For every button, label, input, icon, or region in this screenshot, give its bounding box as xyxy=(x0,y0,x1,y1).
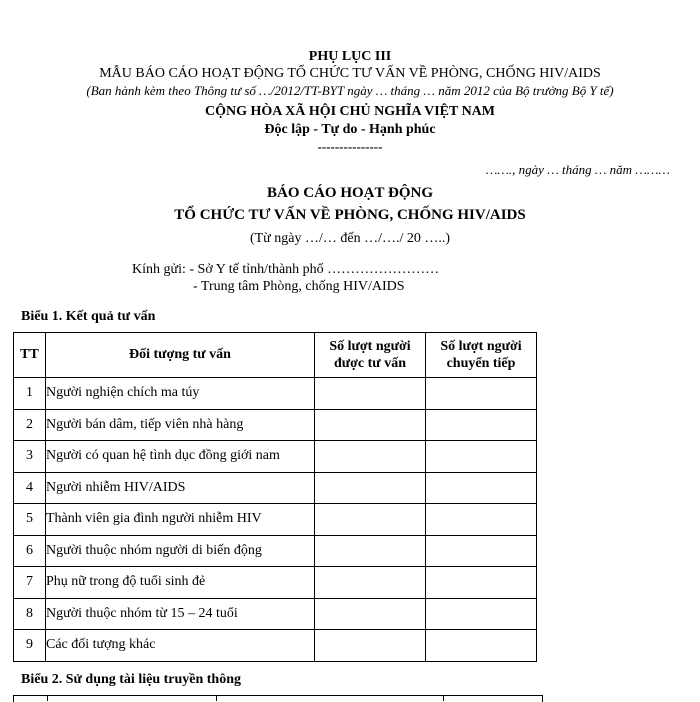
subject-name: Người thuộc nhóm người di biến động xyxy=(46,535,315,567)
counseled-cell[interactable] xyxy=(315,378,426,410)
row-number: 6 xyxy=(14,535,46,567)
subject-name: Người thuộc nhóm từ 15 – 24 tuổi xyxy=(46,598,315,630)
table-row xyxy=(14,472,537,504)
nation-name: CỘNG HÒA XÃ HỘI CHỦ NGHĨA VIỆT NAM xyxy=(204,104,495,119)
counseled-cell[interactable] xyxy=(315,409,426,441)
table2-caption: Biểu 2. Sử dụng tài liệu truyền thông xyxy=(21,672,242,687)
row-number: 2 xyxy=(14,409,46,441)
row-number: 9 xyxy=(14,630,46,662)
counseled-cell[interactable] xyxy=(315,504,426,536)
referred-cell[interactable] xyxy=(426,630,537,662)
counseled-cell[interactable] xyxy=(315,567,426,599)
col-header-referred-line2: chuyển tiếp xyxy=(446,356,516,371)
subject-name: Người nghiện chích ma túy xyxy=(46,378,315,410)
national-motto: Độc lập - Tự do - Hạnh phúc xyxy=(264,122,436,137)
table-row xyxy=(14,630,537,662)
counseled-cell[interactable] xyxy=(315,535,426,567)
row-number: 3 xyxy=(14,441,46,473)
row-number: 7 xyxy=(14,567,46,599)
form-title: MẪU BÁO CÁO HOẠT ĐỘNG TỔ CHỨC TƯ VẤN VỀ PHÒNG, CHỐNG HIV/AIDS xyxy=(99,66,601,81)
row-number: 5 xyxy=(14,504,46,536)
subject-name: Người có quan hệ tình dục đồng giới nam xyxy=(46,441,315,473)
table-row xyxy=(14,567,537,599)
counseled-cell[interactable] xyxy=(315,630,426,662)
table2-column-divider xyxy=(443,695,444,701)
col-header-tt: TT xyxy=(14,333,46,378)
referred-cell[interactable] xyxy=(426,598,537,630)
table-row xyxy=(14,598,537,630)
subject-name: Các đối tượng khác xyxy=(46,630,315,662)
date-line: ……., ngày … tháng … năm ……… xyxy=(485,162,670,177)
table-row xyxy=(14,409,537,441)
table2-top-edge xyxy=(13,695,543,702)
header-divider: --------------- xyxy=(317,139,383,154)
row-number: 1 xyxy=(14,378,46,410)
issued-with-note: (Ban hành kèm theo Thông tư số …/2012/TT-BYT ngày … tháng … năm 2012 của Bộ trưởng Bộ Y tế) xyxy=(86,83,614,98)
row-number: 4 xyxy=(14,472,46,504)
subject-name: Người bán dâm, tiếp viên nhà hàng xyxy=(46,409,315,441)
table1-caption: Biểu 1. Kết quả tư vấn xyxy=(21,309,156,324)
col-header-referred xyxy=(426,333,537,378)
subject-name: Người nhiễm HIV/AIDS xyxy=(46,472,315,504)
table-row xyxy=(14,504,537,536)
referred-cell[interactable] xyxy=(426,472,537,504)
table2-column-divider xyxy=(216,695,217,701)
row-number: 8 xyxy=(14,598,46,630)
appendix-label: PHỤ LỤC III xyxy=(308,49,392,64)
report-subtitle: TỔ CHỨC TƯ VẤN VỀ PHÒNG, CHỐNG HIV/AIDS xyxy=(174,207,526,223)
referred-cell[interactable] xyxy=(426,441,537,473)
referred-cell[interactable] xyxy=(426,378,537,410)
counseled-cell[interactable] xyxy=(315,441,426,473)
table-header-row xyxy=(14,333,537,378)
table-row xyxy=(14,378,537,410)
table-row xyxy=(14,535,537,567)
referred-cell[interactable] xyxy=(426,535,537,567)
col-header-referred-line1: Số lượt người xyxy=(440,339,522,354)
col-header-subject: Đối tượng tư vấn xyxy=(46,333,315,378)
referred-cell[interactable] xyxy=(426,504,537,536)
table2-column-divider xyxy=(47,695,48,701)
counseled-cell[interactable] xyxy=(315,598,426,630)
referred-cell[interactable] xyxy=(426,567,537,599)
counseled-cell[interactable] xyxy=(315,472,426,504)
report-title: BÁO CÁO HOẠT ĐỘNG xyxy=(267,185,433,201)
recipient-line-1: Kính gửi: - Sở Y tế tỉnh/thành phố …………………… xyxy=(132,262,440,277)
col-header-counseled xyxy=(315,333,426,378)
counseling-results-table xyxy=(13,332,537,662)
col-header-counseled-line1: Số lượt người xyxy=(329,339,411,354)
report-period: (Từ ngày …/… đến …/…./ 20 …..) xyxy=(249,231,451,246)
col-header-counseled-line2: được tư vấn xyxy=(333,356,406,371)
subject-name: Phụ nữ trong độ tuổi sinh đẻ xyxy=(46,567,315,599)
table-row xyxy=(14,441,537,473)
recipient-line-2: - Trung tâm Phòng, chống HIV/AIDS xyxy=(193,279,405,294)
referred-cell[interactable] xyxy=(426,409,537,441)
subject-name: Thành viên gia đình người nhiễm HIV xyxy=(46,504,315,536)
